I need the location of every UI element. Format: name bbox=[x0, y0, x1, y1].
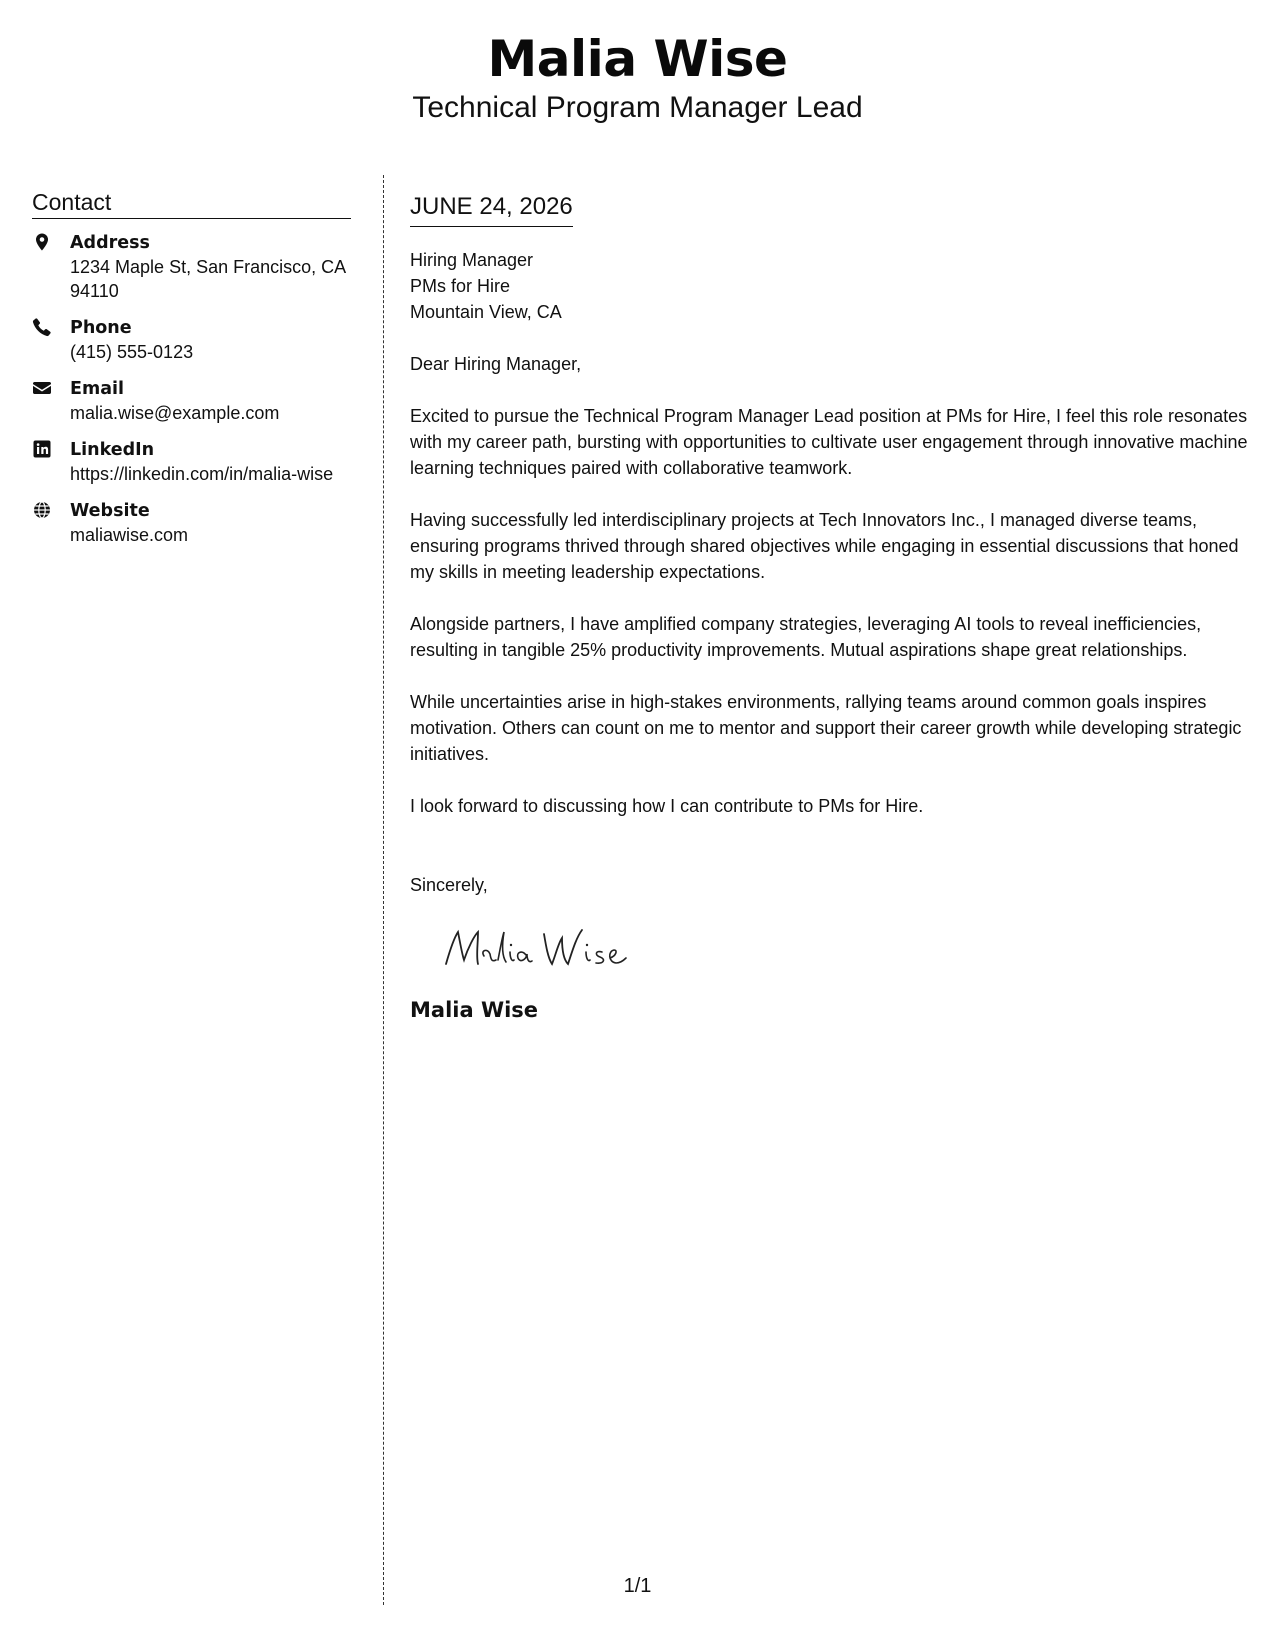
envelope-icon bbox=[32, 378, 54, 400]
contact-item-phone bbox=[32, 316, 351, 364]
contact-value: https://linkedin.com/in/malia-wise bbox=[70, 464, 334, 484]
contact-value: maliawise.com bbox=[70, 525, 189, 545]
letter-header bbox=[0, 28, 1275, 126]
contact-sidebar bbox=[32, 188, 351, 560]
recipient-line: Mountain View, CA bbox=[410, 302, 562, 322]
contact-value: 1234 Maple St, San Francisco, CA 94110 bbox=[70, 257, 346, 301]
recipient-line: PMs for Hire bbox=[410, 276, 511, 296]
contact-label: Address bbox=[70, 233, 150, 253]
page-number: 1/1 bbox=[623, 1575, 652, 1597]
contact-item-address bbox=[32, 231, 351, 303]
letter-paragraph: Alongside partners, I have amplified company strategies, leveraging AI tools to reveal inefficiencies, resulting in tangible 25% productivity improvements. Mutual aspirations shape great relationships. bbox=[410, 614, 1202, 660]
applicant-name: Malia Wise bbox=[487, 30, 788, 88]
contact-label: Website bbox=[70, 501, 150, 521]
location-pin-icon bbox=[32, 232, 54, 254]
contact-item-website bbox=[32, 499, 351, 547]
contact-label: LinkedIn bbox=[70, 440, 155, 460]
handwritten-signature bbox=[440, 920, 1250, 990]
letter-paragraph: Having successfully led interdisciplinary projects at Tech Innovators Inc., I managed diverse teams, ensuring programs thrived through shared objectives while engaging in essential discussions that honed my skills in meeting leadership expectations. bbox=[410, 510, 1239, 582]
contact-value: malia.wise@example.com bbox=[70, 403, 280, 423]
closing: Sincerely, bbox=[410, 875, 488, 895]
applicant-title: Technical Program Manager Lead bbox=[412, 91, 863, 124]
letter-body bbox=[410, 192, 1250, 1024]
letter-paragraph: While uncertainties arise in high-stakes environments, rallying teams around common goals inspires motivation. Others can count on me to mentor and support their career growth while developing strategic initiatives. bbox=[410, 692, 1242, 764]
contact-label: Phone bbox=[70, 318, 132, 338]
contact-heading: Contact bbox=[32, 188, 351, 219]
contact-value: (415) 555-0123 bbox=[70, 342, 194, 362]
contact-item-email bbox=[32, 377, 351, 425]
linkedin-icon bbox=[32, 439, 54, 461]
recipient-line: Hiring Manager bbox=[410, 250, 534, 270]
contact-label: Email bbox=[70, 379, 124, 399]
signed-name: Malia Wise bbox=[410, 998, 539, 1022]
globe-icon bbox=[32, 500, 54, 522]
column-divider bbox=[383, 175, 384, 1605]
letter-paragraph: Excited to pursue the Technical Program Manager Lead position at PMs for Hire, I feel this role resonates with my career path, bursting with opportunities to cultivate user engagement through innovative machine learning techniques paired with collaborative teamwork. bbox=[410, 406, 1248, 478]
letter-date: JUNE 24, 2026 bbox=[410, 192, 573, 227]
contact-item-linkedin bbox=[32, 438, 351, 486]
salutation: Dear Hiring Manager, bbox=[410, 354, 582, 374]
recipient-block bbox=[410, 247, 1250, 325]
phone-icon bbox=[32, 317, 54, 339]
letter-paragraph: I look forward to discussing how I can contribute to PMs for Hire. bbox=[410, 796, 924, 816]
